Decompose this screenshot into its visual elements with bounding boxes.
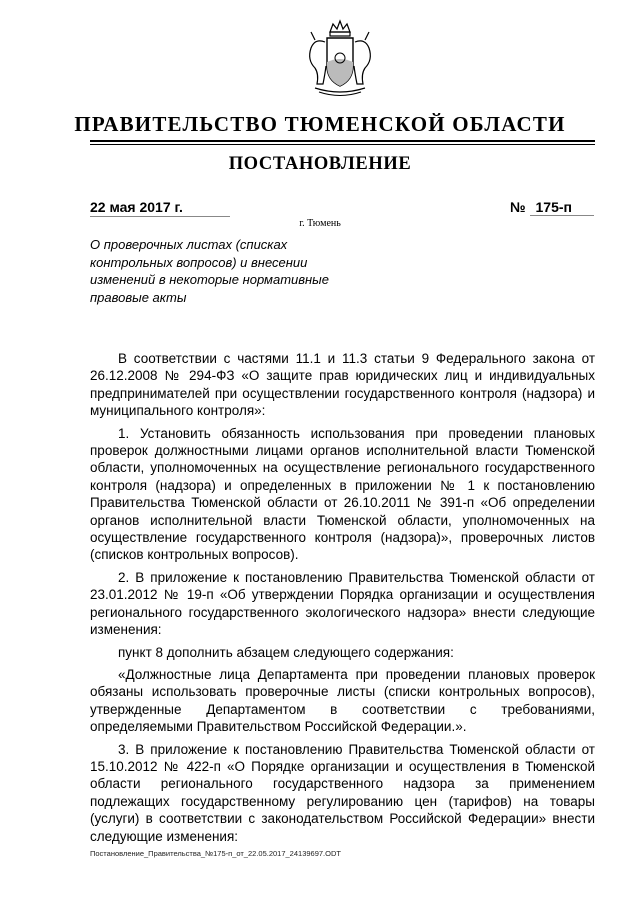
paragraph-3: 3. В приложение к постановлению Правительства Тюменской области от 15.10.2012 № 422-п «О Порядке организации и осуществления в Тюменской области регионального государственного надзора за применением подлежащих государственному регулированию цен (тарифов) на товары (услуги) в соответствии с законодательством Российской Федерации» внести следующие изменения: [90, 741, 595, 844]
document-type: ПОСТАНОВЛЕНИЕ [228, 154, 412, 174]
paragraph-1: 1. Установить обязанность использования при проведении плановых проверок должностными лицами органов исполнительной власти Тюменской области, уполномоченных на осуществление регионального государственного контроля (надзора) и определенных в приложении № 1 к постановлению Правительства Тюменской области от 26.10.2011 № 391-п «Об определении органов исполнительной власти Тюменской области, уполномоченных на осуществление государственного контроля (надзора)», проверочных листов (списков контрольных вопросов). [90, 425, 595, 563]
government-title: ПРАВИТЕЛЬСТВО ТЮМЕНСКОЙ ОБЛАСТИ [74, 112, 566, 136]
coat-of-arms-emblem [297, 18, 383, 100]
title-rule-thick [90, 140, 595, 142]
document-date: 22 мая 2017 г. [90, 199, 230, 217]
title-rule-thin [90, 144, 595, 145]
number-value: 175-п [530, 199, 594, 216]
paragraph-2-item: пункт 8 дополнить абзацем следующего содержания: [118, 644, 454, 660]
city: г. Тюмень [299, 218, 341, 229]
paragraph-preamble: В соответствии с частями 11.1 и 11.3 статьи 9 Федерального закона от 26.12.2008 № 294-ФЗ «О защите прав юридических лиц и индивидуальных предпринимателей при осуществлении государственного контроля (надзора) и муниципального контроля»: [90, 351, 595, 419]
document-body [90, 350, 595, 850]
document-subject: О проверочных листах (списках контрольных вопросов) и внесении изменений в некоторые нормативные правовые акты [90, 237, 329, 305]
document-number [510, 199, 594, 216]
file-footer: Постановление_Правительства_№175-п_от_22.05.2017_24139697.ODT [90, 849, 341, 858]
paragraph-2-quote: «Должностные лица Департамента при проведении плановых проверок обязаны использовать проверочные листы (списки контрольных вопросов), утвержденные Департаментом в соответствии с требованиями, определяемыми Правительством Российской Федерации.». [90, 666, 595, 735]
number-prefix: № [510, 199, 526, 215]
paragraph-2: 2. В приложение к постановлению Правительства Тюменской области от 23.01.2012 № 19-п «Об утверждении Порядка организации и осуществления регионального государственного экологического надзора» внести следующие изменения: [90, 569, 595, 638]
